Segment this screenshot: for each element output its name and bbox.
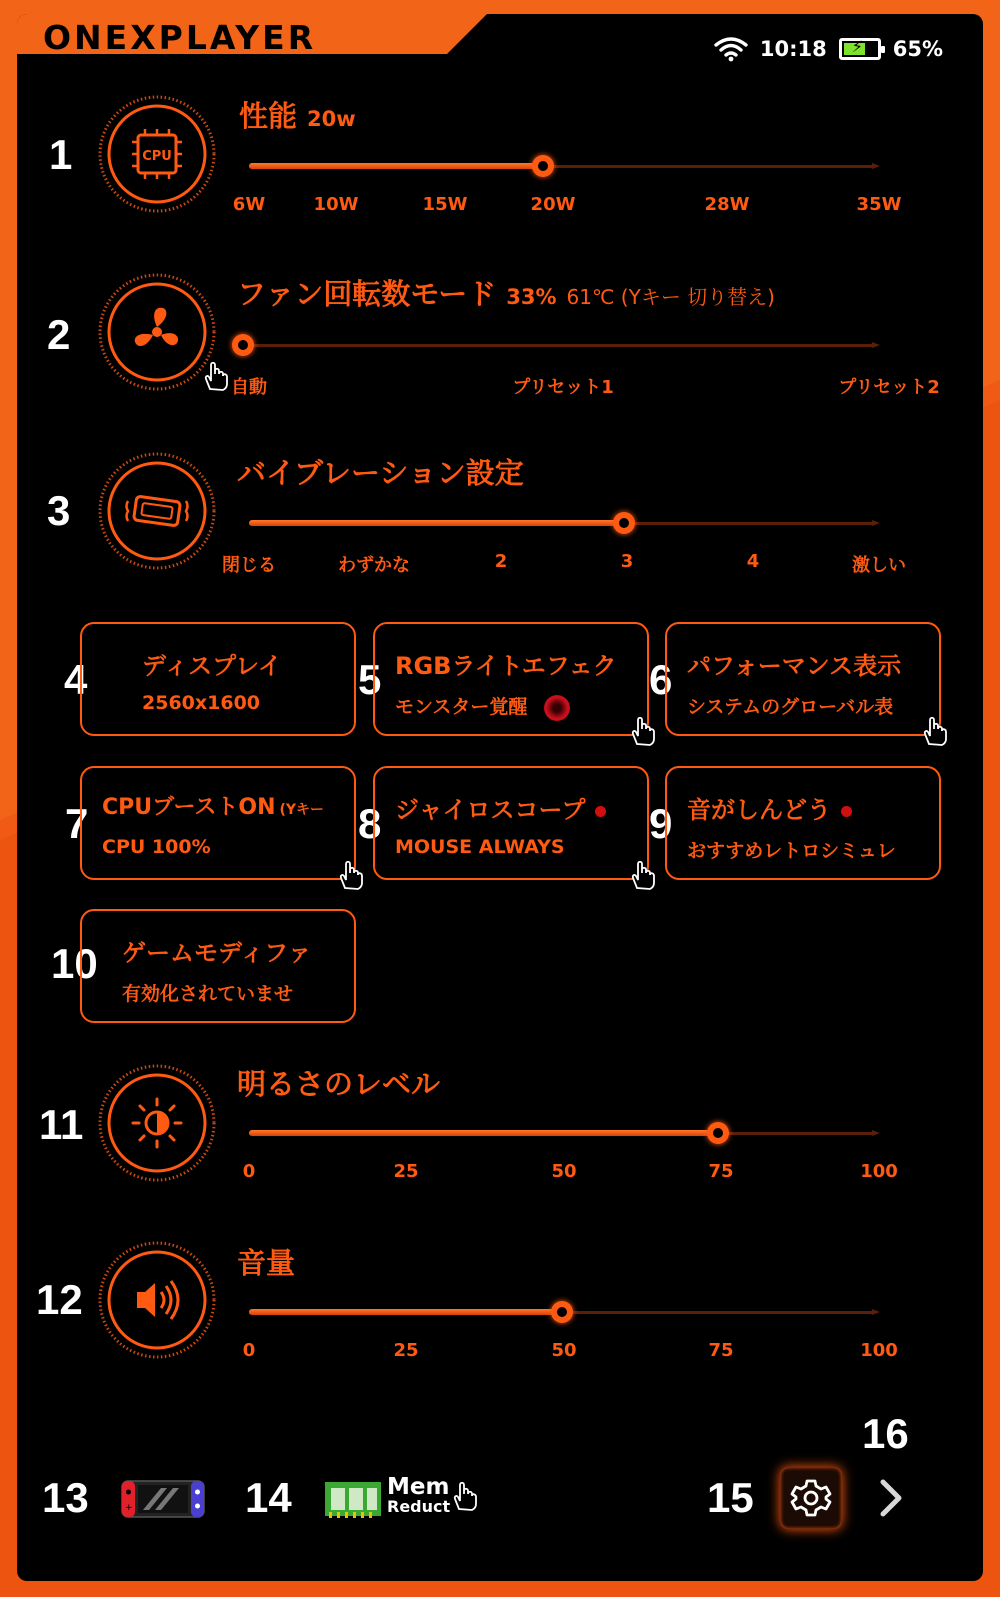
callout-15: 15 <box>707 1474 754 1521</box>
status-dot <box>841 806 852 817</box>
battery-icon: ⚡ <box>839 38 881 60</box>
volume-slider[interactable] <box>249 1302 874 1322</box>
touch-hand-icon <box>449 1479 479 1513</box>
wifi-icon <box>714 36 748 62</box>
chevron-right-icon[interactable] <box>877 1478 907 1518</box>
callout-14: 14 <box>245 1474 292 1521</box>
memory-chip-icon[interactable] <box>325 1480 381 1518</box>
clock: 10:18 <box>759 37 827 61</box>
callout-11: 11 <box>39 1101 84 1148</box>
callout-3: 3 <box>47 487 71 534</box>
card-value: モンスター覚醒 <box>395 692 570 721</box>
callout-10: 10 <box>51 940 98 987</box>
card-value: おすすめレトロシミュレ <box>687 840 896 862</box>
gear-icon <box>780 1467 842 1529</box>
callout-16: 16 <box>862 1410 909 1457</box>
volume-title: 音量 <box>237 1246 296 1280</box>
game-modifier-card[interactable] <box>80 909 356 1023</box>
fan-mode-slider[interactable] <box>243 335 874 355</box>
vibration-icon[interactable] <box>97 451 217 571</box>
fan-mode-title: ファン回転数モード 33% 61℃ (Yキー 切り替え) <box>237 277 775 311</box>
cpu-icon[interactable] <box>97 94 217 214</box>
callout-12: 12 <box>36 1276 83 1323</box>
performance-title: 性能 20w <box>239 99 356 133</box>
card-value: システムのグローバル表 <box>687 696 894 718</box>
card-value: 有効化されていませ <box>122 983 294 1005</box>
vibration-slider[interactable] <box>249 513 874 533</box>
performance-value: 20w <box>307 107 356 131</box>
status-bar <box>714 33 943 65</box>
mem-reduct-label[interactable]: Mem Reduct <box>387 1474 451 1516</box>
svg-text:+: + <box>125 1503 133 1513</box>
card-title: パフォーマンス表示 <box>687 652 902 680</box>
callout-1: 1 <box>49 131 73 178</box>
gyroscope-card[interactable] <box>373 766 649 880</box>
touch-hand-icon <box>200 359 230 393</box>
settings-button[interactable] <box>780 1467 842 1529</box>
fan-percent: 33% <box>506 285 557 309</box>
brand-tab <box>17 14 487 70</box>
slider-knob[interactable] <box>532 155 554 177</box>
performance-display-card[interactable] <box>665 622 941 736</box>
performance-slider[interactable] <box>249 156 874 176</box>
slider-knob[interactable] <box>707 1122 729 1144</box>
sound-vibration-card[interactable] <box>665 766 941 880</box>
callout-5: 5 <box>358 656 382 703</box>
callout-4: 4 <box>64 656 88 703</box>
touch-hand-icon <box>627 714 657 748</box>
slider-knob[interactable] <box>613 512 635 534</box>
svg-text:CPU: CPU <box>142 149 172 164</box>
vibration-ticks: 閉じる わずかな 2 3 4 激しい <box>222 551 906 576</box>
touch-hand-icon <box>919 714 949 748</box>
brightness-slider[interactable] <box>249 1123 874 1143</box>
touch-hand-icon <box>335 858 365 892</box>
card-title: CPUブーストON (Yキー <box>102 795 325 820</box>
callout-2: 2 <box>47 311 71 358</box>
brightness-ticks: 0 25 50 75 100 <box>242 1161 898 1182</box>
status-dot <box>595 806 606 817</box>
callout-8: 8 <box>358 800 382 847</box>
touch-hand-icon <box>627 858 657 892</box>
brightness-icon[interactable] <box>97 1063 217 1183</box>
brightness-title: 明るさのレベル <box>237 1067 441 1101</box>
card-title: ディスプレイ <box>142 652 282 680</box>
battery-percent: 65% <box>892 37 943 61</box>
control-panel <box>17 14 983 1581</box>
card-title: 音がしんどう <box>687 790 852 825</box>
card-value: MOUSE ALWAYS <box>395 836 565 858</box>
slider-knob[interactable] <box>551 1301 573 1323</box>
fan-detail: 61℃ (Yキー 切り替え) <box>566 285 775 309</box>
callout-13: 13 <box>42 1474 89 1521</box>
card-title: RGBライトエフェク <box>395 652 617 680</box>
display-card[interactable] <box>80 622 356 736</box>
vibration-title: バイブレーション設定 <box>237 456 524 490</box>
performance-ticks: 6W 10W 15W 20W 28W 35W <box>232 194 902 215</box>
fan-mode-ticks: 自動 プリセット1 プリセット2 <box>231 377 940 398</box>
volume-ticks: 0 25 50 75 100 <box>242 1340 898 1361</box>
slider-knob[interactable] <box>232 334 254 356</box>
callout-6: 6 <box>649 656 673 703</box>
callout-9: 9 <box>649 800 673 847</box>
rgb-color-swatch <box>544 695 570 721</box>
rgb-light-card[interactable] <box>373 622 649 736</box>
card-title: ジャイロスコープ <box>395 790 606 825</box>
card-value: CPU 100% <box>102 836 211 858</box>
brand-logo: ONEXPLAYER <box>43 18 317 57</box>
fan-icon[interactable] <box>97 272 217 392</box>
card-title: ゲームモディファ <box>122 939 312 967</box>
handheld-device-icon[interactable] <box>121 1480 205 1518</box>
volume-icon[interactable] <box>97 1240 217 1360</box>
card-value: 2560x1600 <box>142 692 261 714</box>
cpu-boost-card[interactable] <box>80 766 356 880</box>
callout-7: 7 <box>65 800 89 847</box>
